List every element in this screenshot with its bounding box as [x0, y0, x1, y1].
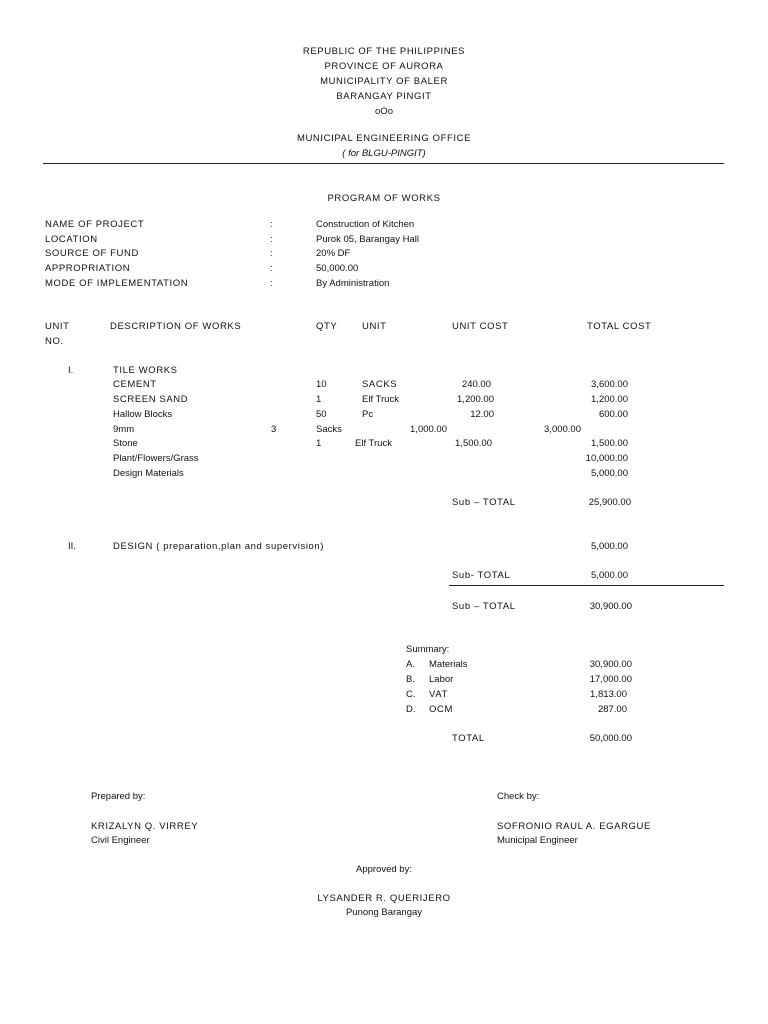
info-label: SOURCE OF FUND — [45, 248, 139, 259]
summary-label: VAT — [429, 689, 448, 700]
info-label: MODE OF IMPLEMENTATION — [45, 278, 189, 289]
summary-letter: B. — [406, 674, 415, 685]
approved-by-label: Approved by: — [356, 864, 412, 875]
info-label: LOCATION — [45, 234, 98, 245]
info-label: APPROPRIATION — [45, 263, 131, 274]
info-value: 20% DF — [316, 248, 351, 259]
prepared-by-label: Prepared by: — [91, 791, 146, 802]
summary-title: Summary: — [406, 644, 450, 655]
page-title: PROGRAM OF WORKS — [327, 193, 441, 204]
summary-value: 1,813.00 — [590, 689, 627, 700]
item-unit: Elf Truck — [355, 438, 392, 449]
section-number: I. — [68, 365, 74, 376]
item-total: 3,000.00 — [544, 424, 581, 435]
item-total: 600.00 — [598, 409, 628, 420]
header-republic: REPUBLIC OF THE PHILIPPINES — [302, 46, 466, 57]
item-desc: CEMENT — [113, 379, 157, 390]
summary-label: Materials — [429, 659, 468, 670]
item-unit-cost: 240.00 — [461, 379, 491, 390]
approved-by-title: Punong Barangay — [345, 907, 423, 918]
summary-letter: A. — [406, 659, 415, 670]
item-unit: Sacks — [316, 424, 342, 435]
summary-value: 287.00 — [597, 704, 627, 715]
info-value: Purok 05, Barangay Hall — [316, 234, 419, 245]
col-unit: UNIT — [362, 321, 387, 332]
grand-subtotal-label: Sub – TOTAL — [452, 601, 516, 612]
item-desc: Hallow Blocks — [113, 409, 173, 420]
info-value: Construction of Kitchen — [316, 219, 415, 230]
item-desc: Plant/Flowers/Grass — [113, 453, 199, 464]
summary-value: 17,000.00 — [589, 674, 632, 685]
summary-total-label: TOTAL — [452, 733, 485, 744]
info-sep: : — [270, 278, 273, 289]
header-divider — [43, 163, 724, 164]
checked-by-name: SOFRONIO RAUL A. EGARGUE — [497, 821, 651, 832]
item-desc: Design Materials — [113, 468, 184, 479]
item-unit: Pc — [362, 409, 374, 420]
item-total: 5,000.00 — [591, 468, 628, 479]
info-sep: : — [270, 248, 273, 259]
checked-by-label: Check by: — [497, 791, 540, 802]
col-description: DESCRIPTION OF WORKS — [110, 321, 242, 332]
approved-by-name: LYSANDER R. QUERIJERO — [317, 893, 451, 904]
col-qty: QTY — [316, 321, 338, 332]
summary-value: 30,900.00 — [589, 659, 632, 670]
col-total-cost: TOTAL COST — [587, 321, 652, 332]
info-sep: : — [270, 234, 273, 245]
summary-label: OCM — [429, 704, 453, 715]
summary-total-value: 50,000.00 — [589, 733, 632, 744]
item-total: 10,000.00 — [585, 453, 628, 464]
item-qty: 1 — [316, 394, 322, 405]
info-value: 50,000.00 — [316, 263, 359, 274]
header-barangay: BARANGAY PINGIT — [336, 91, 432, 102]
item-qty: 1 — [316, 438, 322, 449]
section-number: II. — [68, 541, 76, 552]
section-title: DESIGN ( preparation,plan and supervision) — [113, 541, 325, 552]
item-qty: 3 — [271, 424, 277, 435]
summary-label: Labor — [429, 674, 454, 685]
item-unit-cost: 1,500.00 — [455, 438, 492, 449]
item-unit-cost: 1,200.00 — [457, 394, 494, 405]
header-province: PROVINCE OF AURORA — [324, 61, 444, 72]
item-desc: Stone — [113, 438, 138, 449]
subtotal-divider — [449, 585, 724, 586]
col-unit-no-2: NO. — [45, 336, 64, 347]
summary-letter: D. — [406, 704, 416, 715]
info-sep: : — [270, 219, 273, 230]
item-qty: 50 — [316, 409, 327, 420]
subtotal-value: 25,900.00 — [588, 497, 631, 508]
col-unit-cost: UNIT COST — [452, 321, 509, 332]
section-total: 5,000.00 — [591, 541, 628, 552]
header-ornament: oOo — [375, 106, 393, 117]
prepared-by-title: Civil Engineer — [91, 835, 150, 846]
header-municipality: MUNICIPALITY OF BALER — [320, 76, 448, 87]
section-title: TILE WORKS — [113, 365, 178, 376]
item-unit-cost: 12.00 — [470, 409, 494, 420]
item-total: 3,600.00 — [591, 379, 628, 390]
subtotal-value: 5,000.00 — [591, 570, 628, 581]
subtotal-label: Sub – TOTAL — [452, 497, 516, 508]
item-desc: SCREEN SAND — [113, 394, 189, 405]
item-total: 1,200.00 — [591, 394, 628, 405]
subtotal-label: Sub- TOTAL — [452, 570, 511, 581]
item-unit: Elf Truck — [362, 394, 399, 405]
summary-letter: C. — [406, 689, 416, 700]
item-desc: 9mm — [113, 424, 135, 435]
prepared-by-name: KRIZALYN Q. VIRREY — [91, 821, 199, 832]
info-sep: : — [270, 263, 273, 274]
col-unit-no: UNIT — [45, 321, 70, 332]
item-total: 1,500.00 — [591, 438, 628, 449]
info-label: NAME OF PROJECT — [45, 219, 145, 230]
checked-by-title: Municipal Engineer — [497, 835, 578, 846]
header-office: MUNICIPAL ENGINEERING OFFICE — [296, 133, 472, 144]
item-unit-cost: 1,000.00 — [410, 424, 447, 435]
item-unit: SACKS — [362, 379, 398, 390]
header-office-sub: ( for BLGU-PINGIT) — [342, 148, 426, 159]
item-qty: 10 — [316, 379, 327, 390]
grand-subtotal-value: 30,900.00 — [589, 601, 632, 612]
info-value: By Administration — [316, 278, 390, 289]
